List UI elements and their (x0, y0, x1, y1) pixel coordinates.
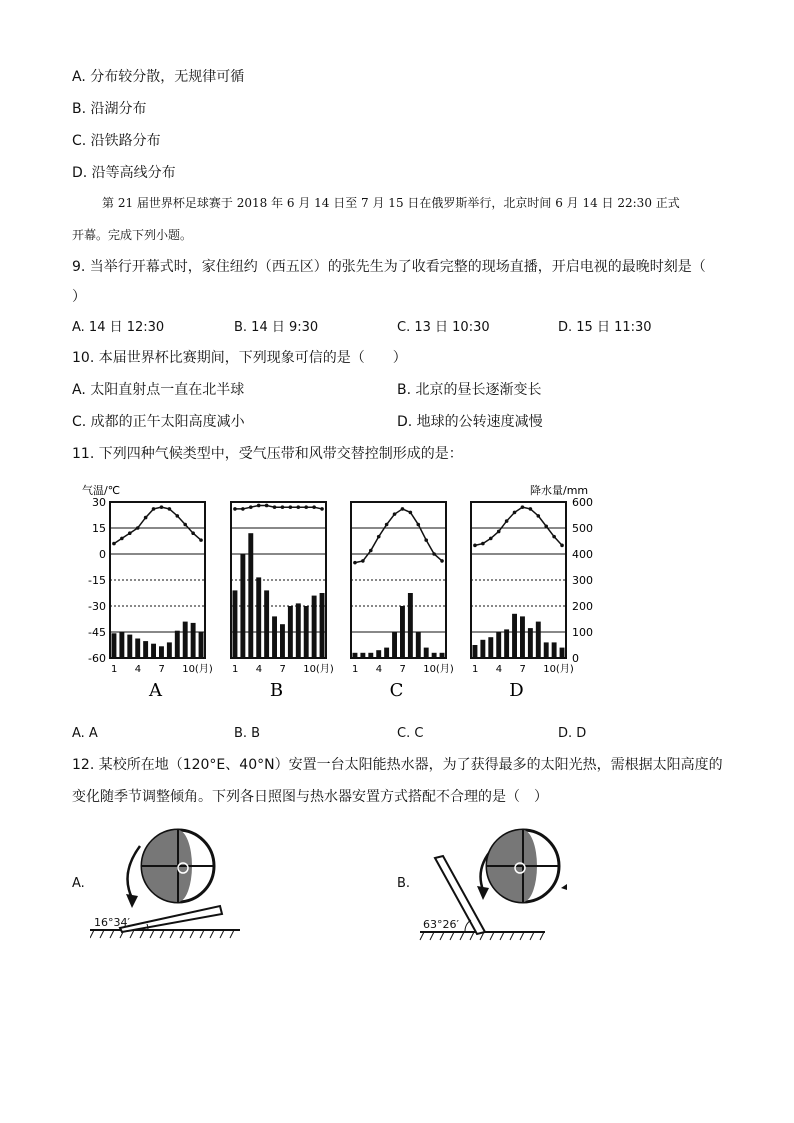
precip-bar-C-5 (384, 648, 389, 658)
precip-bar-A-7 (159, 646, 164, 658)
temp-point-A-12 (199, 538, 203, 542)
x-tick-label: 7 (399, 664, 406, 675)
precip-bar-C-10 (424, 648, 429, 658)
precip-bar-D-4 (496, 632, 501, 658)
panel-frame-C (351, 502, 446, 658)
temp-point-D-6 (513, 511, 517, 515)
q12-stem-line-2: 变化随季节调整倾角。下列各日照图与热水器安置方式搭配不合理的是（ ） (72, 789, 548, 805)
temp-point-C-7 (401, 507, 405, 511)
precip-bar-B-6 (272, 616, 277, 658)
precip-bar-C-3 (368, 653, 373, 658)
q10-option-c: C. 成都的正午太阳高度减小 (72, 414, 245, 430)
temp-point-D-1 (473, 544, 477, 548)
precip-bar-D-2 (480, 640, 485, 658)
temp-point-C-9 (416, 523, 420, 527)
precip-bar-B-5 (264, 590, 269, 658)
q9-option-c: C. 13 日 10:30 (397, 320, 490, 335)
temp-point-B-11 (312, 505, 316, 509)
angle-label-a: 16°34′ (94, 916, 130, 929)
q8-option-a: A. 分布较分散，无规律可循 (72, 69, 245, 85)
temp-point-C-8 (409, 511, 413, 515)
y-right-tick-label: 200 (572, 600, 593, 613)
precip-bar-C-4 (376, 650, 381, 658)
precip-bar-B-1 (233, 590, 238, 658)
x-tick-label: 4 (375, 664, 383, 675)
q12-stem-line-1: 12. 某校所在地（120°E、40°N）安置一台太阳能热水器，为了获得最多的太阳光热，需根据太阳高度的 (72, 757, 723, 773)
precip-bar-C-7 (400, 606, 405, 658)
precip-bar-A-1 (112, 633, 117, 658)
x-tick-label: 4 (495, 664, 503, 675)
temp-point-A-4 (136, 526, 140, 530)
passage-line-2: 开幕。完成下列小题。 (72, 228, 193, 242)
panel-label-C: C (389, 680, 404, 701)
temp-point-D-9 (536, 514, 540, 518)
temp-point-D-3 (489, 537, 493, 541)
precip-bar-C-11 (432, 653, 437, 658)
precip-bar-C-1 (353, 653, 358, 658)
temp-point-B-2 (241, 507, 245, 511)
temp-point-A-2 (120, 537, 124, 541)
precip-bar-A-12 (199, 632, 204, 658)
y-right-tick-label: 300 (572, 574, 593, 587)
temp-point-A-9 (175, 514, 179, 518)
q11-option-b: B. B (234, 726, 261, 741)
q9-option-d: D. 15 日 11:30 (558, 320, 652, 335)
y-left-tick-label: 30 (92, 496, 106, 509)
precip-bar-D-6 (512, 614, 517, 658)
x-tick-label: 10(月) (303, 664, 334, 675)
temp-point-B-6 (273, 505, 277, 509)
panel-label-B: B (269, 680, 284, 701)
temp-point-C-5 (385, 523, 389, 527)
temp-point-B-3 (249, 505, 253, 509)
temp-point-C-3 (369, 549, 373, 553)
temp-point-B-4 (257, 504, 261, 508)
q9-stem-line-1: 9. 当举行开幕式时，家住纽约（西五区）的张先生为了收看完整的现场直播，开启电视的最晚时刻是（ (72, 259, 706, 275)
temp-point-A-8 (168, 507, 172, 511)
precip-bar-A-5 (143, 641, 148, 658)
q8-option-d: D. 沿等高线分布 (72, 165, 176, 181)
y-left-tick-label: -15 (88, 574, 106, 587)
temp-point-D-4 (497, 530, 501, 534)
temp-point-B-10 (304, 505, 308, 509)
temp-point-D-5 (505, 519, 509, 523)
temp-line-A (114, 507, 201, 543)
panel-label-D: D (509, 680, 524, 701)
temp-point-A-11 (191, 531, 195, 535)
panel-frame-A (110, 502, 205, 658)
rotation-arrow-icon (128, 846, 141, 898)
y-right-tick-label: 600 (572, 496, 593, 509)
q9-option-a: A. 14 日 12:30 (72, 320, 165, 335)
precip-bar-A-11 (191, 623, 196, 658)
temp-line-D (475, 507, 562, 545)
x-tick-label: 1 (471, 664, 479, 675)
precip-bar-C-2 (360, 653, 365, 658)
precip-bar-B-11 (312, 596, 317, 658)
precip-bar-C-6 (392, 632, 397, 658)
precip-bar-B-7 (280, 624, 285, 658)
temp-point-C-6 (393, 512, 397, 516)
temp-point-D-2 (481, 542, 485, 546)
panel-frame-D (471, 502, 566, 658)
q11-option-a: A. A (72, 726, 98, 741)
precip-bar-B-10 (304, 606, 309, 658)
x-tick-label: 10(月) (543, 664, 574, 675)
q10-stem: 10. 本届世界杯比赛期间，下列现象可信的是（ ） (72, 350, 407, 366)
temp-point-B-12 (320, 507, 324, 511)
x-tick-label: 7 (519, 664, 526, 675)
temp-point-C-12 (440, 559, 444, 563)
precip-bar-A-8 (167, 642, 172, 658)
precip-bar-B-12 (320, 593, 325, 658)
angle-label-b: 63°26′ (423, 918, 459, 931)
y-right-tick-label: 0 (572, 652, 579, 665)
x-tick-label: 7 (158, 664, 165, 675)
q8-option-b: B. 沿湖分布 (72, 101, 147, 117)
x-tick-label: 1 (110, 664, 118, 675)
precip-bar-A-4 (135, 639, 140, 659)
x-tick-label: 1 (351, 664, 359, 675)
temp-point-D-12 (560, 544, 564, 548)
x-tick-label: 1 (231, 664, 239, 675)
temp-line-C (355, 509, 442, 563)
precip-bar-D-5 (504, 629, 509, 658)
x-tick-label: 4 (134, 664, 142, 675)
y-left-tick-label: 15 (92, 522, 106, 535)
temp-point-A-5 (144, 516, 148, 520)
q9-stem-line-2: ） (72, 289, 86, 305)
precip-bar-D-3 (488, 637, 493, 658)
y-left-tick-label: -30 (88, 600, 106, 613)
panel-frame-B (231, 502, 326, 658)
precip-bar-A-2 (119, 632, 124, 658)
temp-point-B-7 (281, 505, 285, 509)
y-right-tick-label: 400 (572, 548, 593, 561)
y-left-tick-label: -45 (88, 626, 106, 639)
precip-bar-D-7 (520, 616, 525, 658)
y-left-tick-label: -60 (88, 652, 106, 665)
temp-point-C-11 (432, 552, 436, 556)
temp-point-B-5 (265, 504, 269, 508)
precip-bar-B-2 (240, 554, 245, 658)
y-left-axis-label: 气温/℃ (82, 484, 121, 497)
x-tick-label: 10(月) (423, 664, 454, 675)
precip-bar-B-3 (248, 533, 253, 658)
y-right-tick-label: 100 (572, 626, 593, 639)
precip-bar-D-12 (560, 648, 565, 658)
x-tick-label: 7 (279, 664, 286, 675)
q11-option-c: C. C (397, 726, 424, 741)
temp-point-C-1 (353, 561, 357, 565)
temp-point-A-7 (160, 505, 164, 509)
q12-figure-b (415, 818, 575, 948)
precip-bar-C-9 (416, 632, 421, 658)
precip-bar-D-11 (552, 642, 557, 658)
q10-option-d: D. 地球的公转速度减慢 (397, 414, 543, 430)
precip-bar-D-10 (544, 642, 549, 658)
q11-option-d: D. D (558, 726, 587, 741)
x-tick-label: 4 (255, 664, 263, 675)
precip-bar-A-10 (183, 622, 188, 658)
precip-bar-A-3 (127, 635, 132, 658)
temp-point-C-2 (361, 559, 365, 563)
temp-point-B-9 (296, 505, 300, 509)
temp-point-D-11 (552, 535, 556, 539)
q12-figure-b-label: B. (397, 876, 411, 891)
temp-point-C-4 (377, 535, 381, 539)
y-right-tick-label: 500 (572, 522, 593, 535)
y-right-axis-label: 降水量/mm (530, 484, 589, 497)
temp-point-A-6 (152, 507, 156, 511)
precip-bar-D-1 (473, 645, 478, 658)
precip-bar-B-9 (296, 603, 301, 658)
passage-line-1: 第 21 届世界杯足球赛于 2018 年 6 月 14 日至 7 月 15 日在俄罗斯举行，北京时间 6 月 14 日 22:30 正式 (102, 196, 680, 210)
temp-point-D-10 (544, 524, 548, 528)
q10-option-a: A. 太阳直射点一直在北半球 (72, 382, 245, 398)
q12-figure-a-label: A. (72, 876, 85, 891)
q9-option-b: B. 14 日 9:30 (234, 320, 319, 335)
temp-point-A-10 (183, 523, 187, 527)
panel-label-A: A (149, 680, 162, 701)
q12-figure-a (90, 818, 250, 948)
precip-bar-A-6 (151, 644, 156, 658)
temp-point-D-7 (521, 505, 525, 509)
precip-bar-C-12 (440, 653, 445, 658)
temp-point-C-10 (424, 538, 428, 542)
q8-option-c: C. 沿铁路分布 (72, 133, 161, 149)
y-left-tick-label: 0 (99, 548, 106, 561)
temp-point-B-1 (233, 507, 237, 511)
precip-bar-B-4 (256, 577, 261, 658)
precip-bar-D-9 (536, 622, 541, 658)
temp-point-A-3 (128, 531, 132, 535)
q11-stem: 11. 下列四种气候类型中，受气压带和风带交替控制形成的是： (72, 446, 463, 462)
precip-bar-D-8 (528, 628, 533, 658)
temp-point-A-1 (112, 542, 116, 546)
x-tick-label: 10(月) (182, 664, 213, 675)
q10-option-b: B. 北京的昼长逐渐变长 (397, 382, 542, 398)
temp-line-B (235, 505, 322, 508)
precip-bar-C-8 (408, 593, 413, 658)
precip-bar-B-8 (288, 606, 293, 658)
temp-point-D-8 (529, 507, 533, 511)
precip-bar-A-9 (175, 631, 180, 658)
temp-point-B-8 (289, 505, 293, 509)
